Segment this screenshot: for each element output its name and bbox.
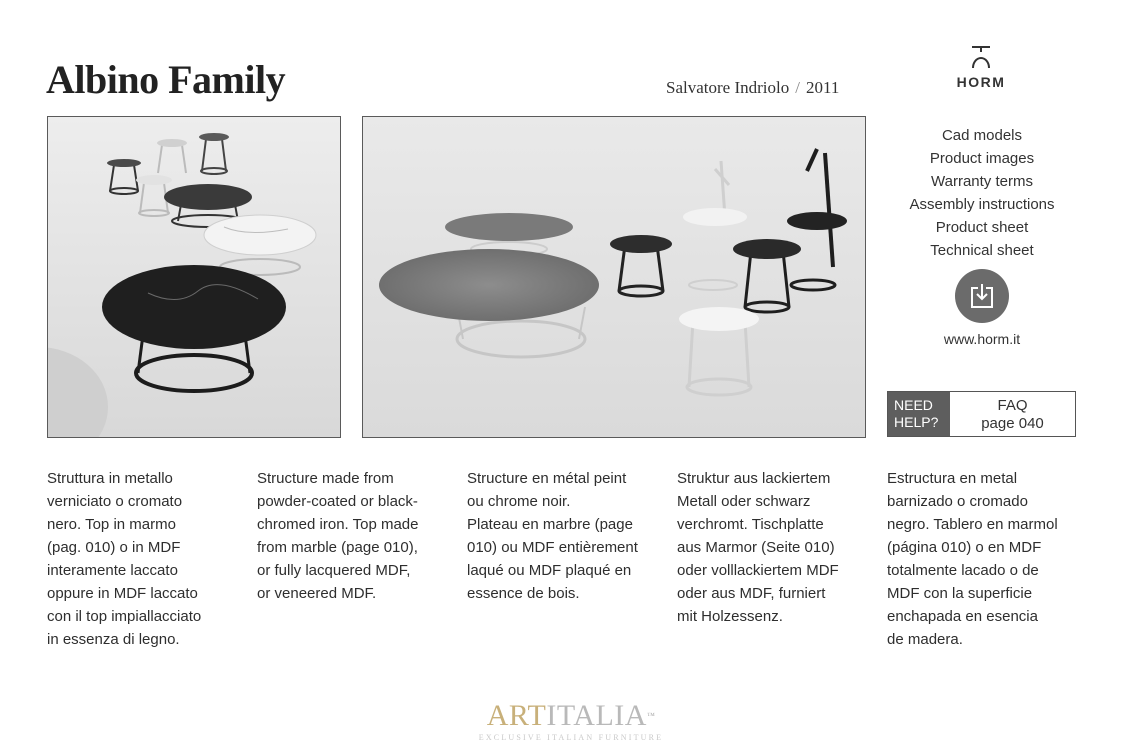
faq-link[interactable] bbox=[950, 392, 1075, 436]
website-link[interactable]: www.horm.it bbox=[943, 331, 1021, 347]
link-technical-sheet[interactable]: Technical sheet bbox=[930, 242, 1034, 259]
logo-art: ART bbox=[486, 699, 547, 732]
faq-page: page 040 bbox=[981, 415, 1044, 432]
description-german: Struktur aus lackiertem Metall oder schwarz verchromt. Tischplatte aus Marmor (Seite 010) oder volllackiertem MDF oder aus MDF, furniert mit Holzessenz. bbox=[677, 470, 839, 625]
help-box bbox=[887, 391, 1076, 437]
description-french: Structure en métal peint ou chrome noir. Plateau en marbre (page 010) ou MDF entièrement laqué ou MDF plaqué en essence de bois. bbox=[467, 470, 638, 602]
resource-links bbox=[890, 124, 1074, 262]
logo-trademark: ™ bbox=[646, 711, 656, 720]
description-english: Structure made from powder-coated or black- chromed iron. Top made from marble (page 010), or fully lacquered MDF, or veneered MDF. bbox=[257, 470, 419, 602]
artitalia-logo bbox=[466, 700, 676, 742]
download-button[interactable] bbox=[955, 269, 1009, 323]
product-photo-table-family bbox=[362, 116, 866, 438]
designer-separator: / bbox=[795, 78, 800, 97]
design-year: 2011 bbox=[805, 78, 840, 97]
need-help-line1: NEED bbox=[894, 397, 933, 413]
logo-italia: ITALIA bbox=[546, 699, 647, 732]
brand-name: HORM bbox=[956, 74, 1006, 90]
logo-wordmark bbox=[487, 699, 656, 732]
link-product-sheet[interactable]: Product sheet bbox=[935, 219, 1029, 236]
table-family-illustration bbox=[363, 117, 866, 438]
logo-tagline: EXCLUSIVE ITALIAN FURNITURE bbox=[478, 733, 664, 742]
description-spanish: Estructura en metal barnizado o cromado negro. Tablero en marmol (página 010) o en MDF totalmente lacado o de MDF con la superficie enchapada en esencia de madera. bbox=[887, 470, 1058, 648]
horm-brand bbox=[950, 44, 1012, 90]
marble-tables-illustration bbox=[48, 117, 341, 438]
link-warranty-terms[interactable]: Warranty terms bbox=[931, 173, 1033, 190]
description-italian: Struttura in metallo verniciato o cromato nero. Top in marmo (pag. 010) o in MDF interamente laccato oppure in MDF laccato con il top impiallacciato in essenza di legno. bbox=[47, 470, 202, 648]
page-title: Albino Family bbox=[46, 57, 286, 102]
faq-label: FAQ bbox=[997, 397, 1028, 414]
designer-credit bbox=[666, 78, 839, 98]
product-photo-marble-tables bbox=[47, 116, 341, 438]
link-cad-models[interactable]: Cad models bbox=[941, 127, 1023, 144]
link-product-images[interactable]: Product images bbox=[929, 150, 1035, 167]
need-help-line2: HELP? bbox=[894, 414, 939, 430]
horm-logo-icon bbox=[969, 44, 993, 70]
need-help-label bbox=[888, 392, 950, 436]
designer-name: Salvatore Indriolo bbox=[666, 78, 790, 97]
download-icon bbox=[969, 282, 995, 310]
link-assembly-instructions[interactable]: Assembly instructions bbox=[909, 196, 1055, 213]
